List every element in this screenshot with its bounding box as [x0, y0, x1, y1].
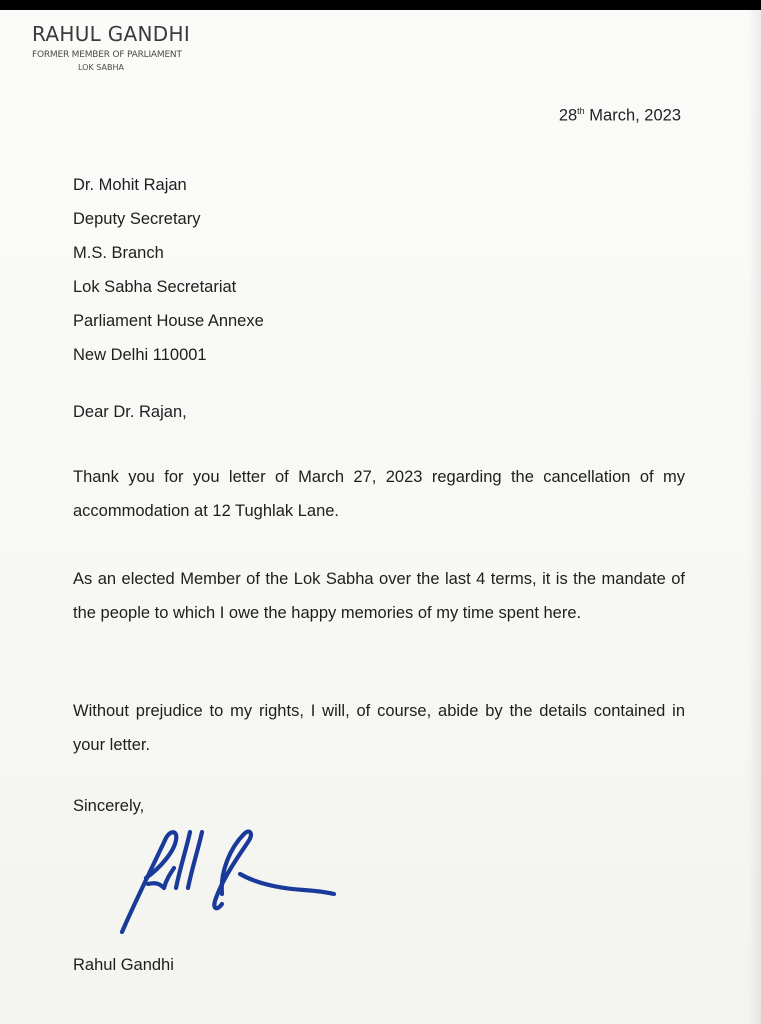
date-suffix: th — [577, 106, 585, 116]
letter-date — [559, 106, 681, 126]
date-rest: March, 2023 — [589, 106, 681, 125]
salutation: Dear Dr. Rajan, — [73, 403, 187, 421]
date-day: 28 — [558, 106, 578, 125]
address-line: Deputy Secretary — [73, 210, 201, 228]
letter-page — [0, 10, 761, 1024]
letterhead-name: RAHUL GANDHI — [32, 22, 191, 46]
signatory-name: Rahul Gandhi — [73, 956, 174, 974]
body-paragraph-3: Without prejudice to my rights, I will, of course, abide by the details contained in your letter. — [73, 702, 685, 754]
body-paragraph-2: As an elected Member of the Lok Sabha over the last 4 terms, it is the mandate of the people to which I owe the happy memories of my time spent here. — [73, 570, 685, 622]
handwritten-signature — [104, 824, 344, 934]
letterhead-house: LOK SABHA — [78, 63, 124, 72]
letterhead-title: FORMER MEMBER OF PARLIAMENT — [32, 50, 182, 60]
body-paragraph-1: Thank you for you letter of March 27, 2023 regarding the cancellation of my accommodation at 12 Tughlak Lane. — [73, 468, 685, 520]
signature-stroke — [214, 832, 251, 909]
signature-stroke — [240, 874, 334, 894]
address-line: Lok Sabha Secretariat — [73, 278, 237, 296]
recipient-address — [73, 168, 685, 372]
page-edge-shadow — [747, 10, 761, 1024]
address-line: Parliament House Annexe — [73, 312, 264, 330]
address-line: New Delhi 110001 — [73, 346, 207, 364]
address-line: Dr. Mohit Rajan — [73, 176, 187, 194]
address-line: M.S. Branch — [73, 244, 164, 262]
closing: Sincerely, — [73, 797, 145, 815]
